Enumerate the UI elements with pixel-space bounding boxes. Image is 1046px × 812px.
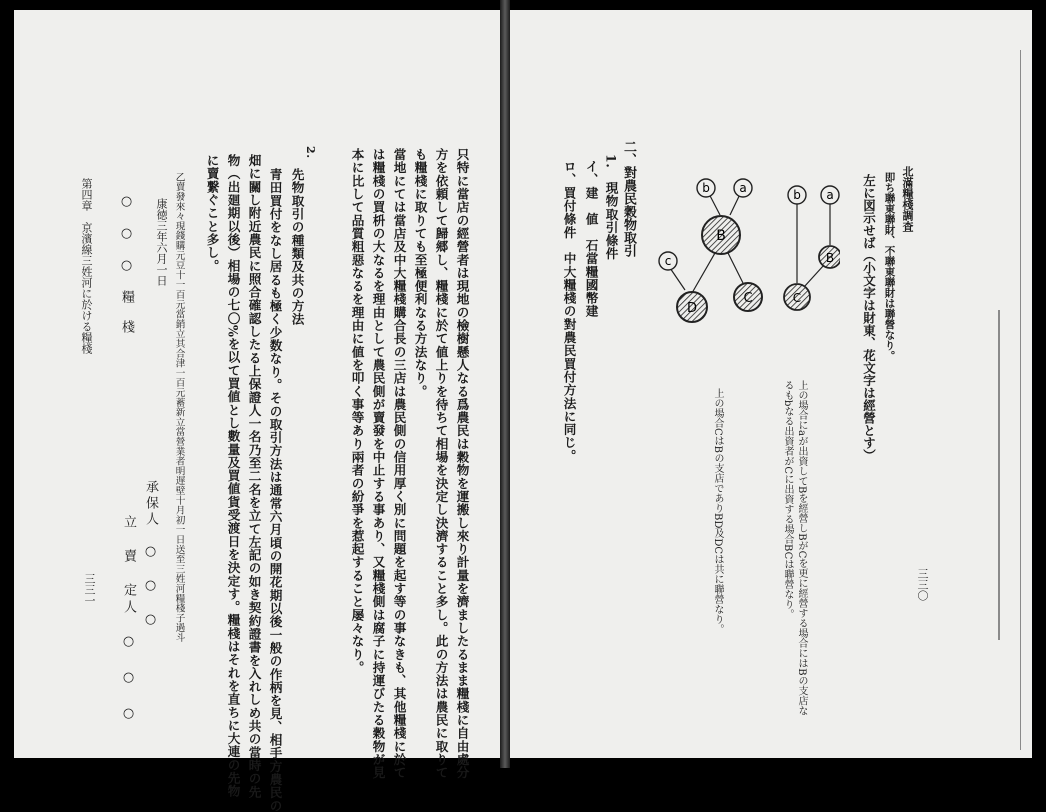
node-label: D <box>686 301 698 316</box>
right-book-page <box>510 10 1032 758</box>
ownership-diagram <box>640 175 840 355</box>
node-label: a <box>739 181 747 195</box>
contract-writer: 立 賣 定人 ○ ○ ○ <box>121 515 136 725</box>
diagram-left <box>659 179 762 322</box>
node-label: c <box>664 254 672 268</box>
diagram-right <box>784 186 840 310</box>
node-label: B <box>716 228 726 244</box>
scan-artifact <box>1020 50 1021 750</box>
subsection-title: 1. 現物取引條件 <box>603 154 619 261</box>
node-label: b <box>702 181 710 195</box>
text-line: 方を依頼して歸郷し、糧棧に於て値上りを待ちて相場を決定し決濟すること多し。此の方法は農民に取りて <box>433 148 449 780</box>
section-title: 二、對農民穀物取引 <box>621 140 636 257</box>
section-number: 2. <box>304 146 317 159</box>
running-header: 北滿糧棧調査 <box>901 166 914 232</box>
page-number: 三三一 <box>83 573 96 606</box>
item-text: ロ、買付條件 中大糧棧の對農民買付方法に同じ。 <box>561 160 577 463</box>
text-line: 只特に當店の經營者は現地の檢樹懸人なる爲農民は穀物を運搬し來り計量を濟ましたるまま糧棧に自由處分 <box>454 148 470 780</box>
diagram-caption-left: 上の場合CはBの支店でありBD及DCは共に聯營なり。 <box>712 388 723 635</box>
chapter-title: 第四章 京濱線三姓河に於ける糧棧 <box>80 178 93 354</box>
node-label: a <box>826 188 834 202</box>
text-line: は糧棧の買枡の大なるを理由として農民側が賣發を中止する事あり、又糧棧側は腐子に持運びたる穀物が見 <box>370 148 386 780</box>
item-text: イ、建 値 石當糧國幣建 <box>583 160 599 318</box>
diagram-caption-right: るもbなる出資者がCに出資する場合BCは聯營なり。 <box>782 380 793 620</box>
text-line: も糧棧に取りても至極便利なる方法なり。 <box>412 148 428 398</box>
page-number: 三三〇 <box>916 568 929 601</box>
text-line: 畑に關し附近農民に照合確認したる上保證人一名乃至二名を立て左記の如き契約證書を入れしめ共の當時の先 <box>246 154 262 799</box>
text-line: 本に比して品質粗惡なるを理由に値を叩く事等あり兩者の紛爭を惹起すること屡々なり。 <box>349 148 365 674</box>
node-label: C <box>743 291 753 306</box>
section-heading: 先物取引の種類及共の方法 <box>289 168 305 326</box>
diagram-intro: 左に図示せば（小文字は財東、花文字は經營とす） <box>861 174 877 462</box>
contract-seller: ○ ○ ○ 糧 棧 <box>119 194 134 335</box>
contract-guarantor: 承保人 ○ ○ ○ <box>143 480 158 630</box>
book-gutter <box>500 0 510 768</box>
text-line: に賣繋ぐこと多し。 <box>204 154 220 273</box>
diagram-caption-right: 上の場合にaが出資してBを經營しBがCを更に經營する場合にはBの支店な <box>796 380 807 716</box>
text-line: 物（出廻期以後）相場の七〇%を以て買値とし數量及買値貨受渡日を決定す。糧棧はそれを直ちに大連の先物 <box>225 154 241 798</box>
node-label: b <box>793 188 801 202</box>
contract-text: 乙賣發來々現錢購元豆十一百元當銷立其合津一百元蓄新立當營業者明遅壁十月初一日送至三姓河糧棧子過斗 <box>173 172 185 643</box>
node-label: C <box>792 291 802 305</box>
text-line: 當地にては當店及中大糧棧購合長の三店は農民側の信用厚く別に問題を起す等の事なきも、其他糧棧に於て <box>391 148 407 780</box>
text-line: 青田買付をなし居るも極く少数なり。その取引方法は通常六月頃の開花期以後一般の作柄を見、相手方農民の <box>267 168 283 812</box>
node-label: B <box>825 251 835 265</box>
contract-date: 康徳三年六月一日 <box>155 198 168 286</box>
left-book-page <box>14 10 500 812</box>
scan-artifact <box>998 310 1000 640</box>
header-note: 即ち聯東聯財、不聯東聯財は聯營なり。 <box>883 172 896 361</box>
